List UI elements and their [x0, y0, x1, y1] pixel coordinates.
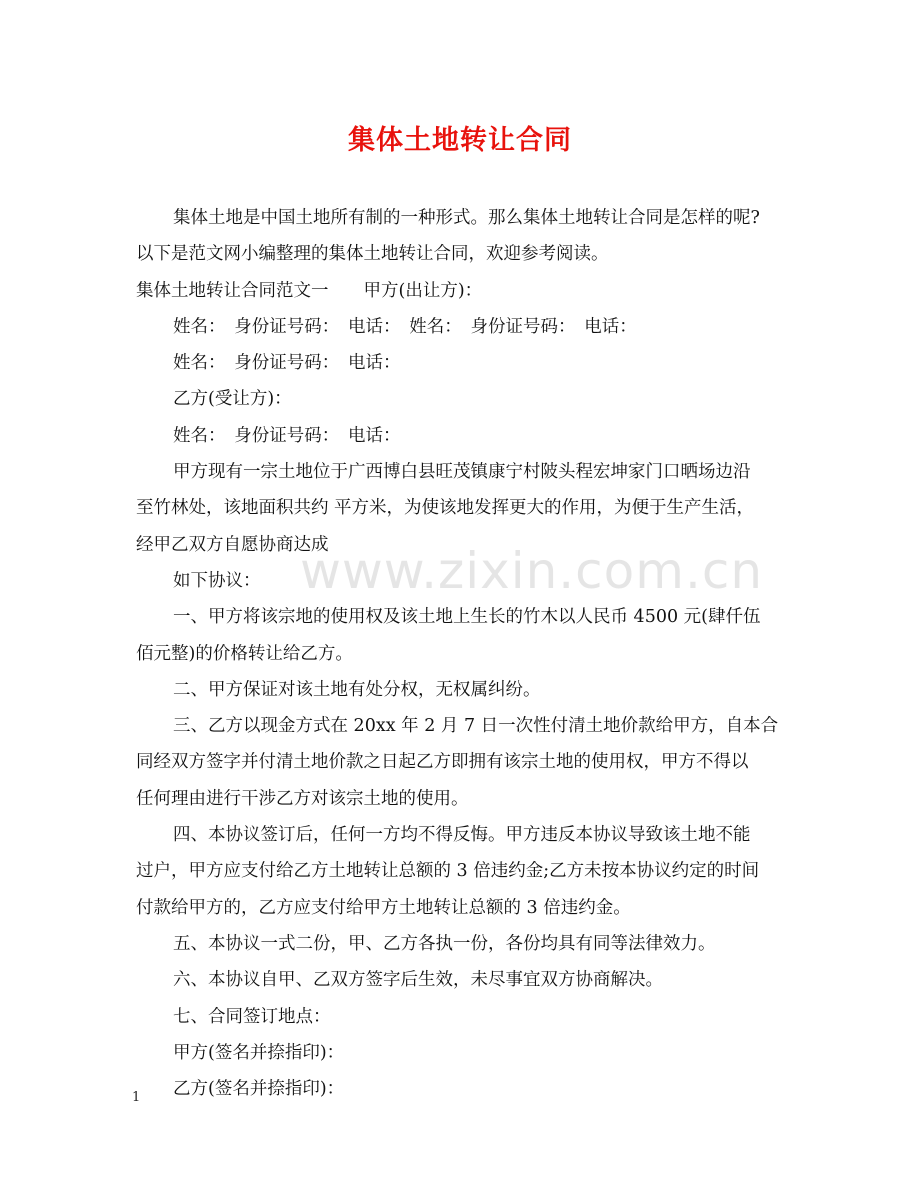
paragraph-line: 甲方(签名并捺指印)：: [173, 1042, 345, 1063]
paragraph-line: 乙方(受让方)：: [173, 389, 292, 410]
paragraph-line: 姓名： 身份证号码： 电话： 姓名： 身份证号码： 电话：: [173, 316, 637, 337]
paragraph-line: 六、本协议自甲、乙双方签字后生效，未尽事宜双方协商解决。: [173, 970, 663, 991]
paragraph-line: 四、本协议签订后，任何一方均不得反悔。甲方违反本协议导致该土地不能: [173, 825, 751, 846]
document-body: [136, 200, 786, 1107]
document-title: 集体土地转让合同: [348, 125, 572, 156]
paragraph-line: 甲方现有一宗土地位于广西博白县旺茂镇康宁村陂头程宏坤家门口晒场边沿: [173, 462, 751, 483]
paragraph-line: 任何理由进行干涉乙方对该宗土地的使用。: [136, 788, 469, 809]
paragraph-line: 集体土地转让合同范文一 甲方(出让方)：: [136, 280, 483, 301]
paragraph-line: 同经双方签字并付清土地价款之日起乙方即拥有该宗土地的使用权，甲方不得以: [136, 752, 749, 773]
paragraph-line: 七、合同签订地点：: [173, 1006, 331, 1027]
paragraph-line: 乙方(签名并捺指印)：: [173, 1079, 345, 1100]
paragraph-line: 三、乙方以现金方式在 20xx 年 2 月 7 日一次性付清土地价款给甲方，自本合: [173, 716, 779, 737]
paragraph-line: 姓名： 身份证号码： 电话：: [173, 425, 401, 446]
paragraph-line: 五、本协议一式二份，甲、乙方各执一份，各份均具有同等法律效力。: [173, 933, 716, 954]
paragraph-line: 佰元整)的价格转让给乙方。: [136, 643, 353, 664]
paragraph-line: 过户，甲方应支付给乙方土地转让总额的 3 倍违约金;乙方未按本协议约定的时间: [136, 861, 760, 882]
paragraph-line: 经甲乙双方自愿协商达成: [136, 534, 329, 555]
watermark: www.zixin.com.cn: [300, 542, 764, 600]
paragraph-line: 姓名： 身份证号码： 电话：: [173, 353, 401, 374]
paragraph-line: 二、甲方保证对该土地有处分权，无权属纠纷。: [173, 679, 541, 700]
paragraph-line: 付款给甲方的，乙方应支付给甲方土地转让总额的 3 倍违约金。: [136, 897, 631, 918]
paragraph-line: 如下协议：: [173, 570, 261, 591]
paragraph-line: 集体土地是中国土地所有制的一种形式。那么集体土地转让合同是怎样的呢?: [173, 208, 760, 228]
page-number: 1: [132, 1090, 141, 1105]
paragraph-line: 至竹林处，该地面积共约 平方米，为使该地发挥更大的作用，为便于生产生活，: [136, 498, 755, 519]
paragraph-line: 一、甲方将该宗地的使用权及该土地上生长的竹木以人民币 4500 元(肆仟伍: [173, 607, 761, 628]
paragraph-line: 以下是范文网小编整理的集体土地转让合同，欢迎参考阅读。: [136, 244, 609, 265]
